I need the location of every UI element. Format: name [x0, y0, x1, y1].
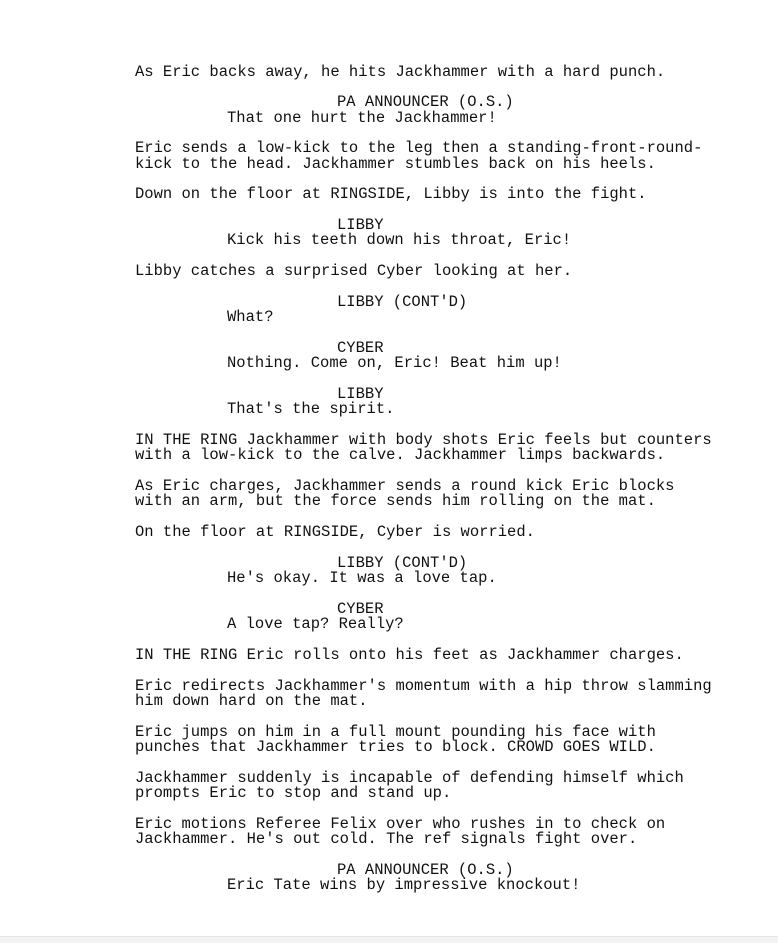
dialogue-line: That one hurt the Jackhammer!: [227, 109, 497, 127]
action-line: On the floor at RINGSIDE, Cyber is worried.: [135, 523, 535, 541]
action-line: Eric sends a low-kick to the leg then a standing-front-round-: [135, 139, 703, 157]
action-line: IN THE RING Jackhammer with body shots Eric feels but counters: [135, 431, 712, 449]
action-line: punches that Jackhammer tries to block. CROWD GOES WILD.: [135, 738, 656, 756]
character-name: CYBER: [337, 339, 384, 357]
character-name: LIBBY: [337, 216, 384, 234]
action-line: As Eric charges, Jackhammer sends a round kick Eric blocks: [135, 477, 675, 495]
character-name: LIBBY (CONT'D): [337, 554, 468, 572]
dialogue-line: Kick his teeth down his throat, Eric!: [227, 231, 572, 249]
character-name: LIBBY (CONT'D): [337, 293, 468, 311]
action-line: prompts Eric to stop and stand up.: [135, 784, 452, 802]
character-name: LIBBY: [337, 385, 384, 403]
action-line: him down hard on the mat.: [135, 692, 368, 710]
character-name: CYBER: [337, 600, 384, 618]
action-line: kick to the head. Jackhammer stumbles back on his heels.: [135, 155, 656, 173]
dialogue-line: A love tap? Really?: [227, 615, 404, 633]
action-line: Jackhammer suddenly is incapable of defending himself which: [135, 769, 684, 787]
action-line: Jackhammer. He's out cold. The ref signals fight over.: [135, 830, 638, 848]
dialogue-line: Eric Tate wins by impressive knockout!: [227, 876, 581, 894]
action-line: Libby catches a surprised Cyber looking at her.: [135, 262, 573, 280]
dialogue-line: That's the spirit.: [227, 400, 395, 418]
dialogue-line: Nothing. Come on, Eric! Beat him up!: [227, 354, 562, 372]
dialogue-line: What?: [227, 308, 274, 326]
action-line: with a low-kick to the calve. Jackhammer limps backwards.: [135, 446, 666, 464]
dialogue-line: He's okay. It was a love tap.: [227, 569, 497, 587]
action-line: Eric redirects Jackhammer's momentum with a hip throw slamming: [135, 677, 712, 695]
character-name: PA ANNOUNCER (O.S.): [337, 861, 514, 879]
character-name: PA ANNOUNCER (O.S.): [337, 93, 514, 111]
action-line: Down on the floor at RINGSIDE, Libby is into the fight.: [135, 185, 647, 203]
action-line: IN THE RING Eric rolls onto his feet as Jackhammer charges.: [135, 646, 684, 664]
action-line: Eric motions Referee Felix over who rushes in to check on: [135, 815, 666, 833]
action-line: with an arm, but the force sends him rolling on the mat.: [135, 492, 656, 510]
action-line: Eric jumps on him in a full mount pounding his face with: [135, 723, 656, 741]
action-line: As Eric backs away, he hits Jackhammer with a hard punch.: [135, 63, 666, 81]
